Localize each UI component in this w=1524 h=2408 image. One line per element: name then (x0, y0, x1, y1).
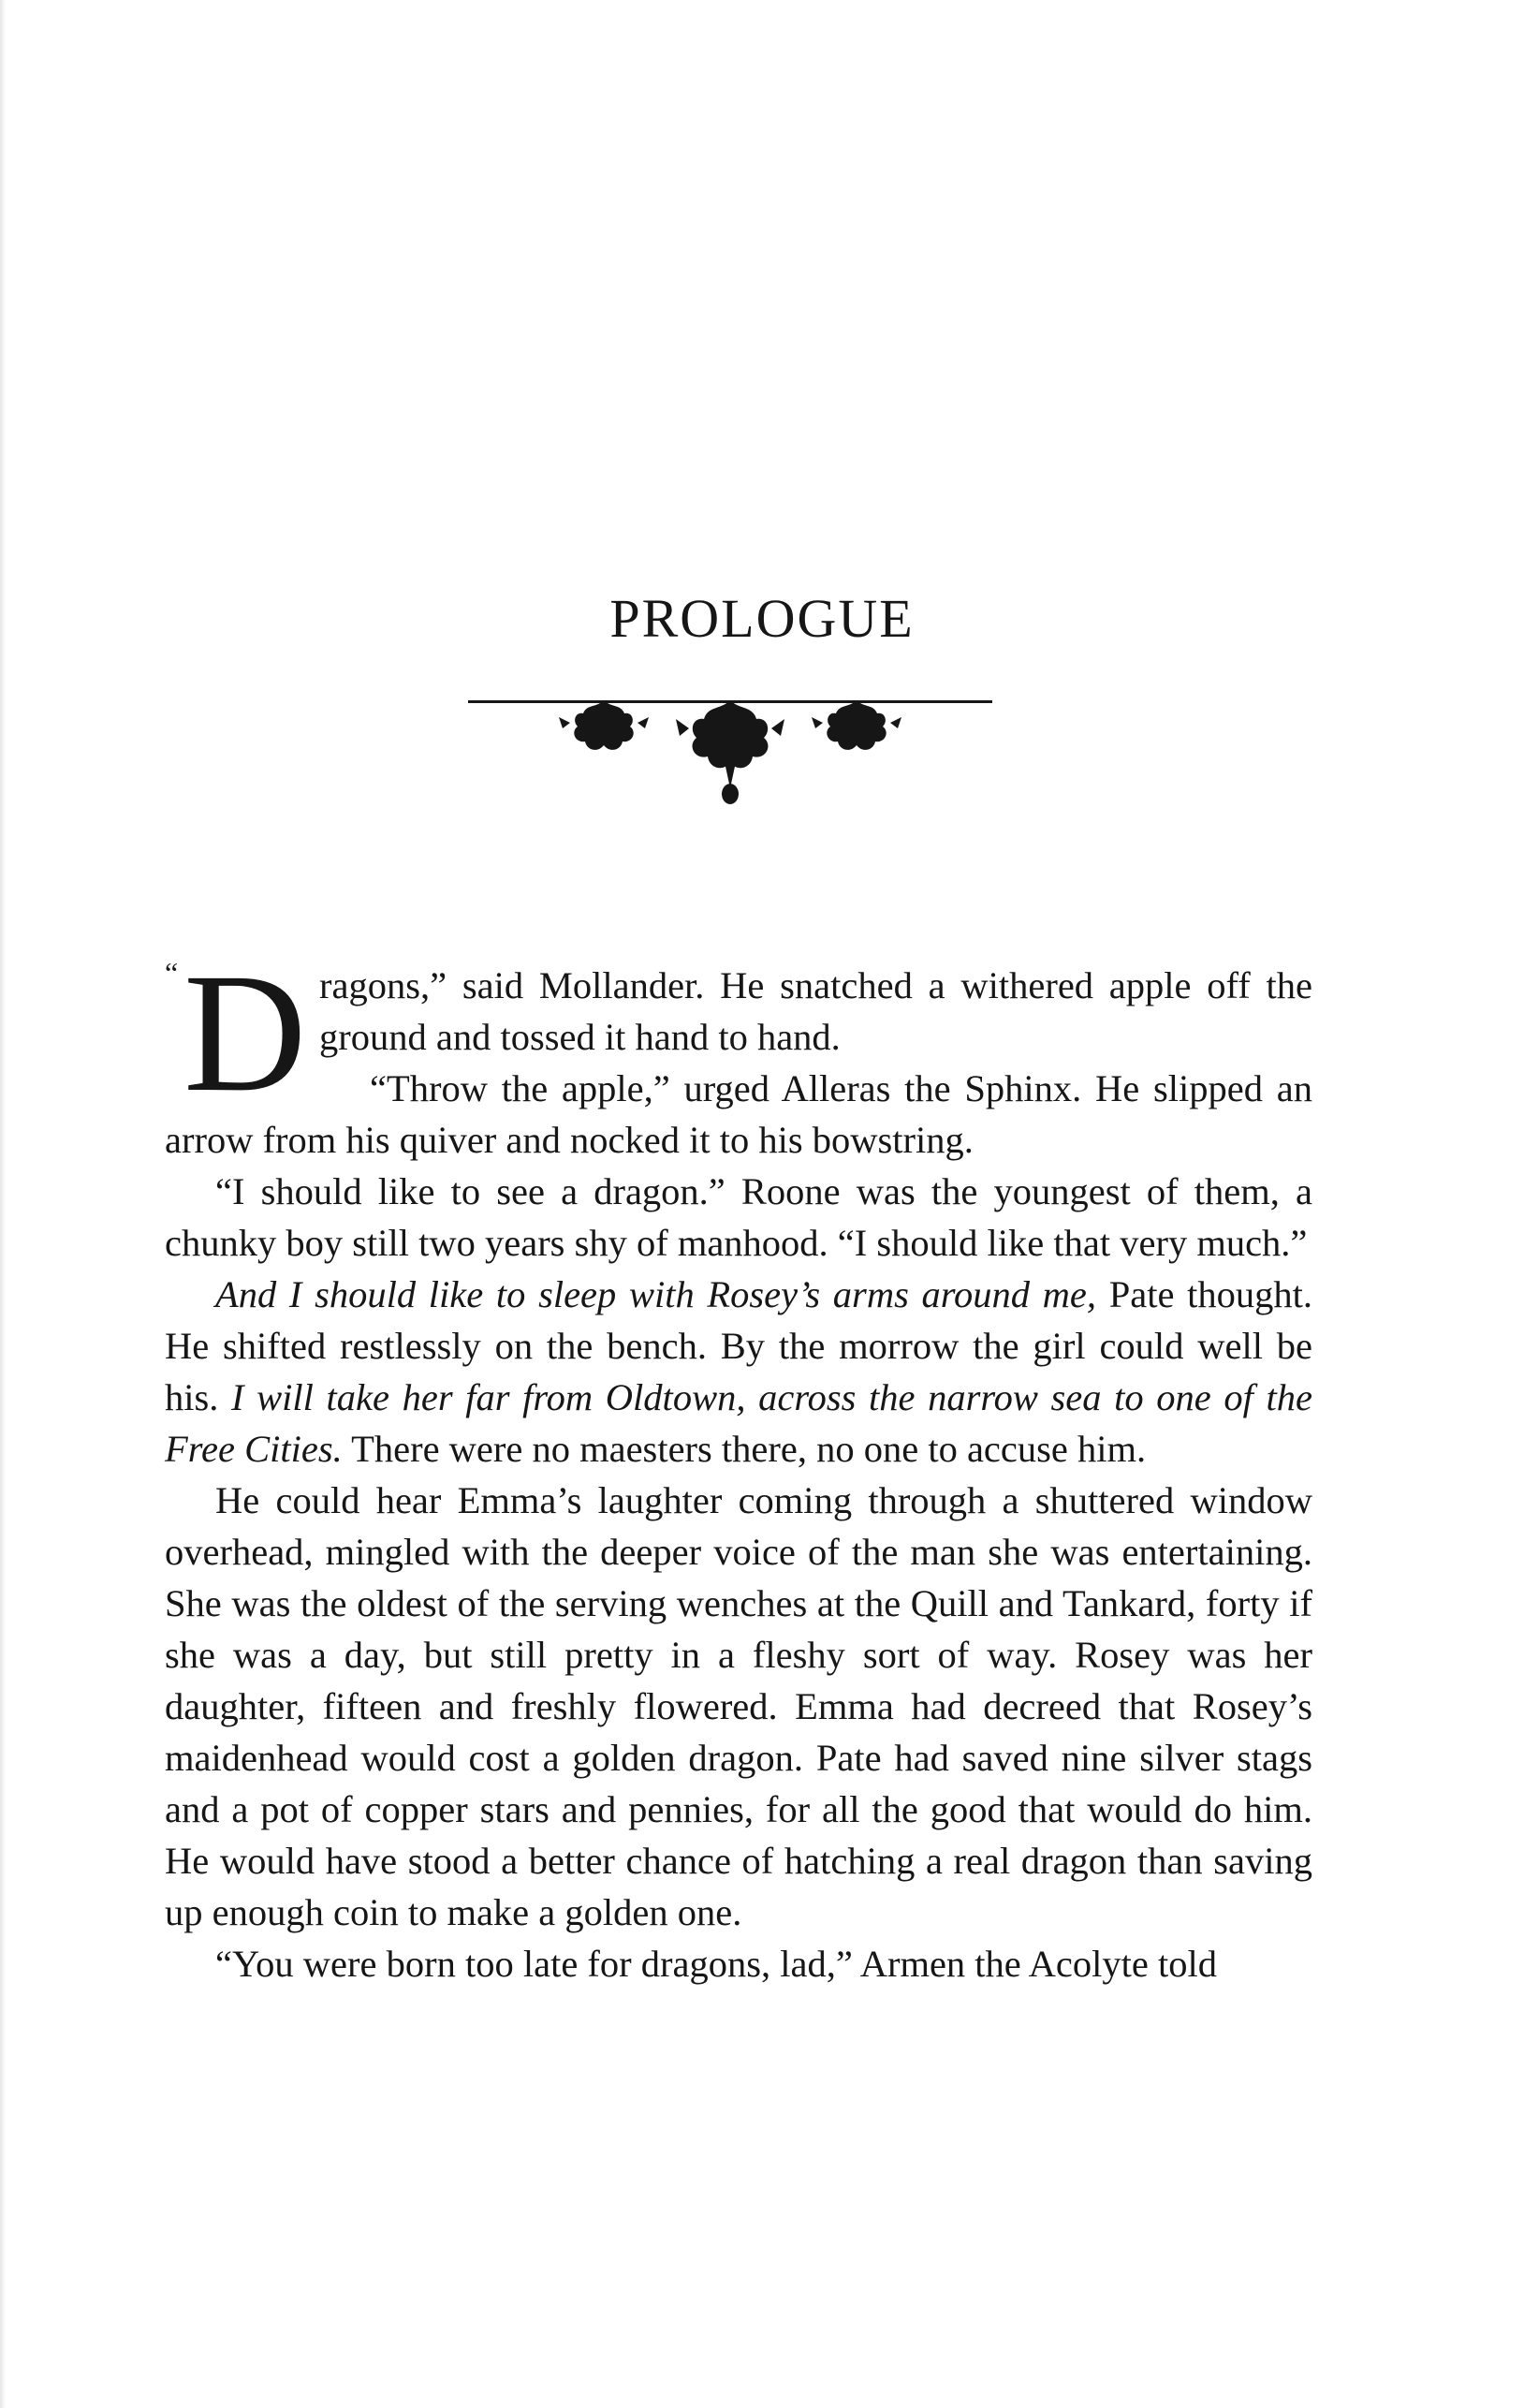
paragraph-3: “I should like to see a dragon.” Roone was the youngest of them, a chunky boy still two years shy of manhood. “I should like that very much.” (165, 1170, 1312, 1264)
ornament-leaf-center (676, 700, 784, 804)
drop-cap-letter: D (183, 939, 307, 1127)
paragraph-4-italic-2: I will take her far from Oldtown, across the narrow sea to one of the Free Cities. (165, 1376, 1312, 1470)
paragraph-1-text: ragons,” said Mollander. He snatched a withered apple off the ground and tossed it hand to hand. (319, 964, 1312, 1058)
paragraph-6: “You were born too late for dragons, lad,” Armen the Acolyte told (215, 1943, 1218, 1985)
paragraph-2: “Throw the apple,” urged Alleras the Sphinx. He slipped an arrow from his quiver and nocked it to his bowstring. (165, 1067, 1312, 1161)
paragraph-4 (165, 1269, 1312, 1475)
ornament-leaf-right (812, 700, 901, 750)
leaf-vine-ornament-icon (468, 680, 992, 811)
paragraph-4-text-2: There were no maesters there, no one to accuse him. (342, 1428, 1147, 1470)
paragraph-4-text-1: Pate thought. He shifted restlessly on the bench. By the morrow the girl could well be his. (165, 1273, 1312, 1418)
page-gutter-shadow (0, 0, 6, 2408)
ornament-leaf-left (559, 700, 649, 750)
paragraph-5: He could hear Emma’s laughter coming through a shuttered window overhead, mingled with the deeper voice of the man she was entertaining. She was the oldest of the serving wenches at the Quill and Tankard, forty if she was a day, but still pretty in a fleshy sort of way. Rosey was her daughter, fifteen and freshly flowered. Emma had decreed that Rosey’s maidenhead would cost a golden dragon. Pate had saved nine silver stags and a pot of copper stars and pennies, for all the good that would do him. He would have stood a better chance of hatching a real dragon than saving up enough coin to make a golden one. (165, 1479, 1312, 1933)
chapter-title: PROLOGUE (609, 588, 915, 649)
drop-cap (165, 939, 317, 1127)
drop-cap-quote: “ (165, 956, 179, 990)
chapter-body (165, 939, 1312, 1990)
paragraph-4-italic-1: And I should like to sleep with Rosey’s arms around me, (215, 1273, 1097, 1315)
